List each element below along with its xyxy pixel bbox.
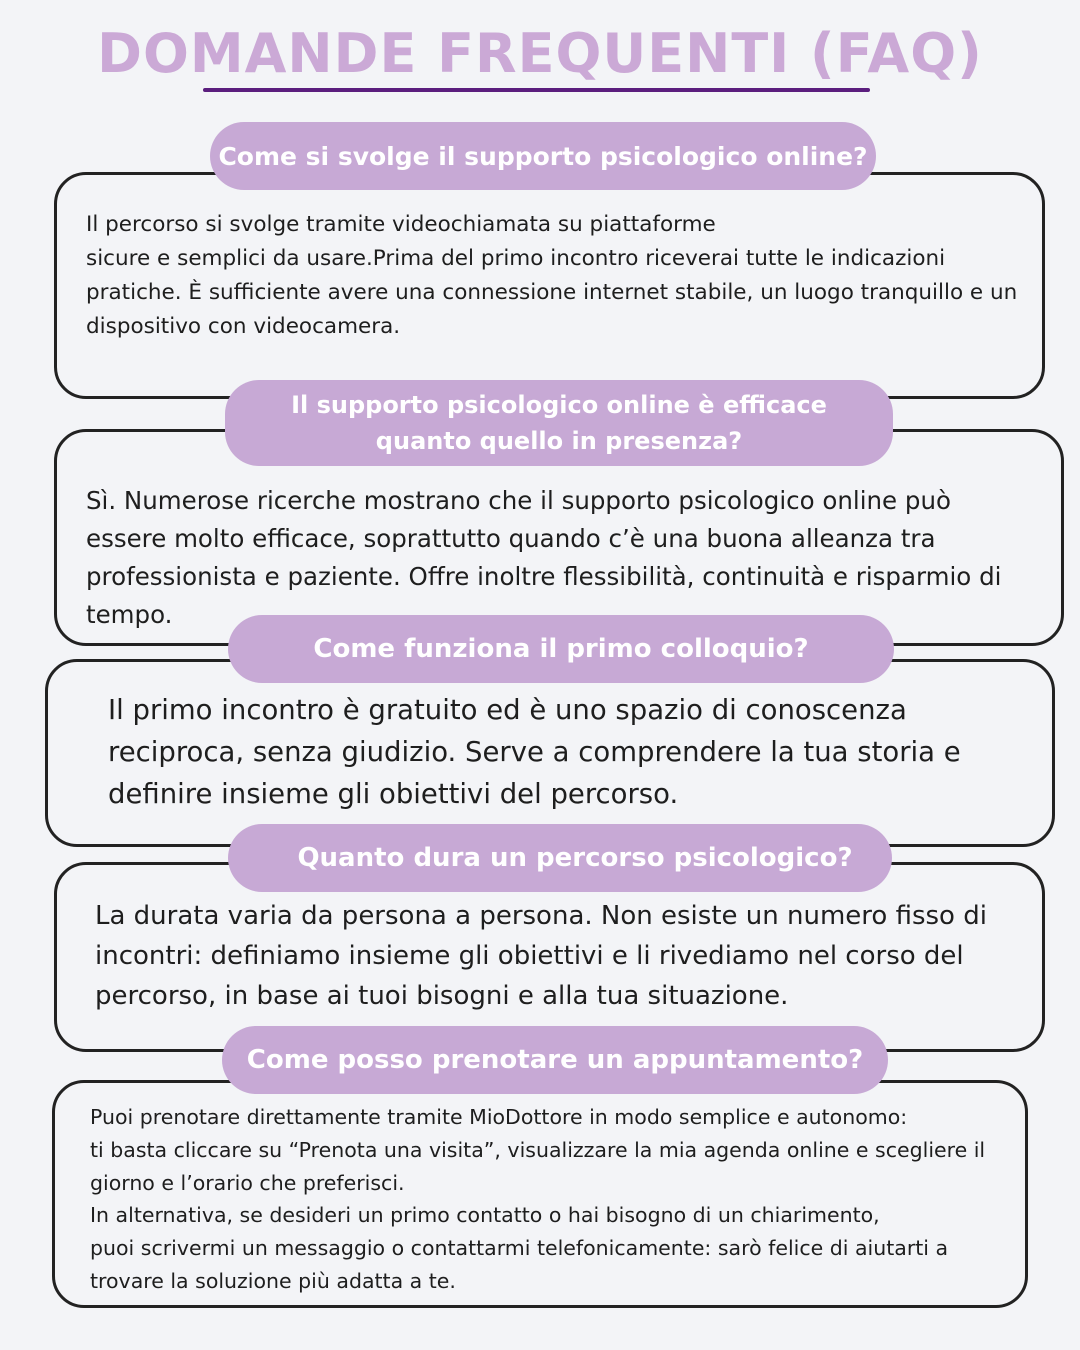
faq-question-3: Come funziona il primo colloquio? [228,615,894,683]
title-underline [203,88,870,92]
faq-answer-3: Il primo incontro è gratuito ed è uno spazio di conoscenza reciproca, senza giudizio. Serve a comprendere la tua storia e definire insieme gli obiettivi del percorso. [108,694,961,810]
faq-question-1: Come si svolge il supporto psicologico online? [210,122,876,190]
faq-answer-4: La durata varia da persona a persona. Non esiste un numero fisso di incontri: definiamo insieme gli obiettivi e li rivediamo nel corso del percorso, in base ai tuoi bisogni e alla tua situazione. [95,901,987,1011]
faq-question-2: Il supporto psicologico online è efficace quanto quello in presenza? [225,380,893,466]
faq-answer-5: Puoi prenotare direttamente tramite MioDottore in modo semplice e autonomo: ti basta cliccare su “Prenota una visita”, visualizzare la mia agenda online e scegliere il giorno e l’orario che preferisci. In alternativa, se desideri un primo contatto o hai bisogno di un chiarimento, puoi scrivermi un messaggio o contattarmi telefonicamente: sarò felice di aiutarti a trovare la soluzione più adatta a te. [90,1105,986,1293]
faq-answer-1: Il percorso si svolge tramite videochiamata su piattaforme sicure e semplici da usare.Prima del primo incontro riceverai tutte le indicazioni pratiche. È sufficiente avere una connessione internet stabile, un luogo tranquillo e un dispositivo con videocamera. [86,212,1018,339]
page-title: DOMANDE FREQUENTI (FAQ) [97,22,983,85]
faq-question-5: Come posso prenotare un appuntamento? [222,1026,888,1094]
faq-answer-2: Sì. Numerose ricerche mostrano che il supporto psicologico online può essere molto efficace, soprattutto quando c’è una buona alleanza tra professionista e paziente. Offre inoltre flessibilità, continuità e risparmio di tempo. [86,486,1002,629]
faq-question-4: Quanto dura un percorso psicologico? [228,824,892,892]
